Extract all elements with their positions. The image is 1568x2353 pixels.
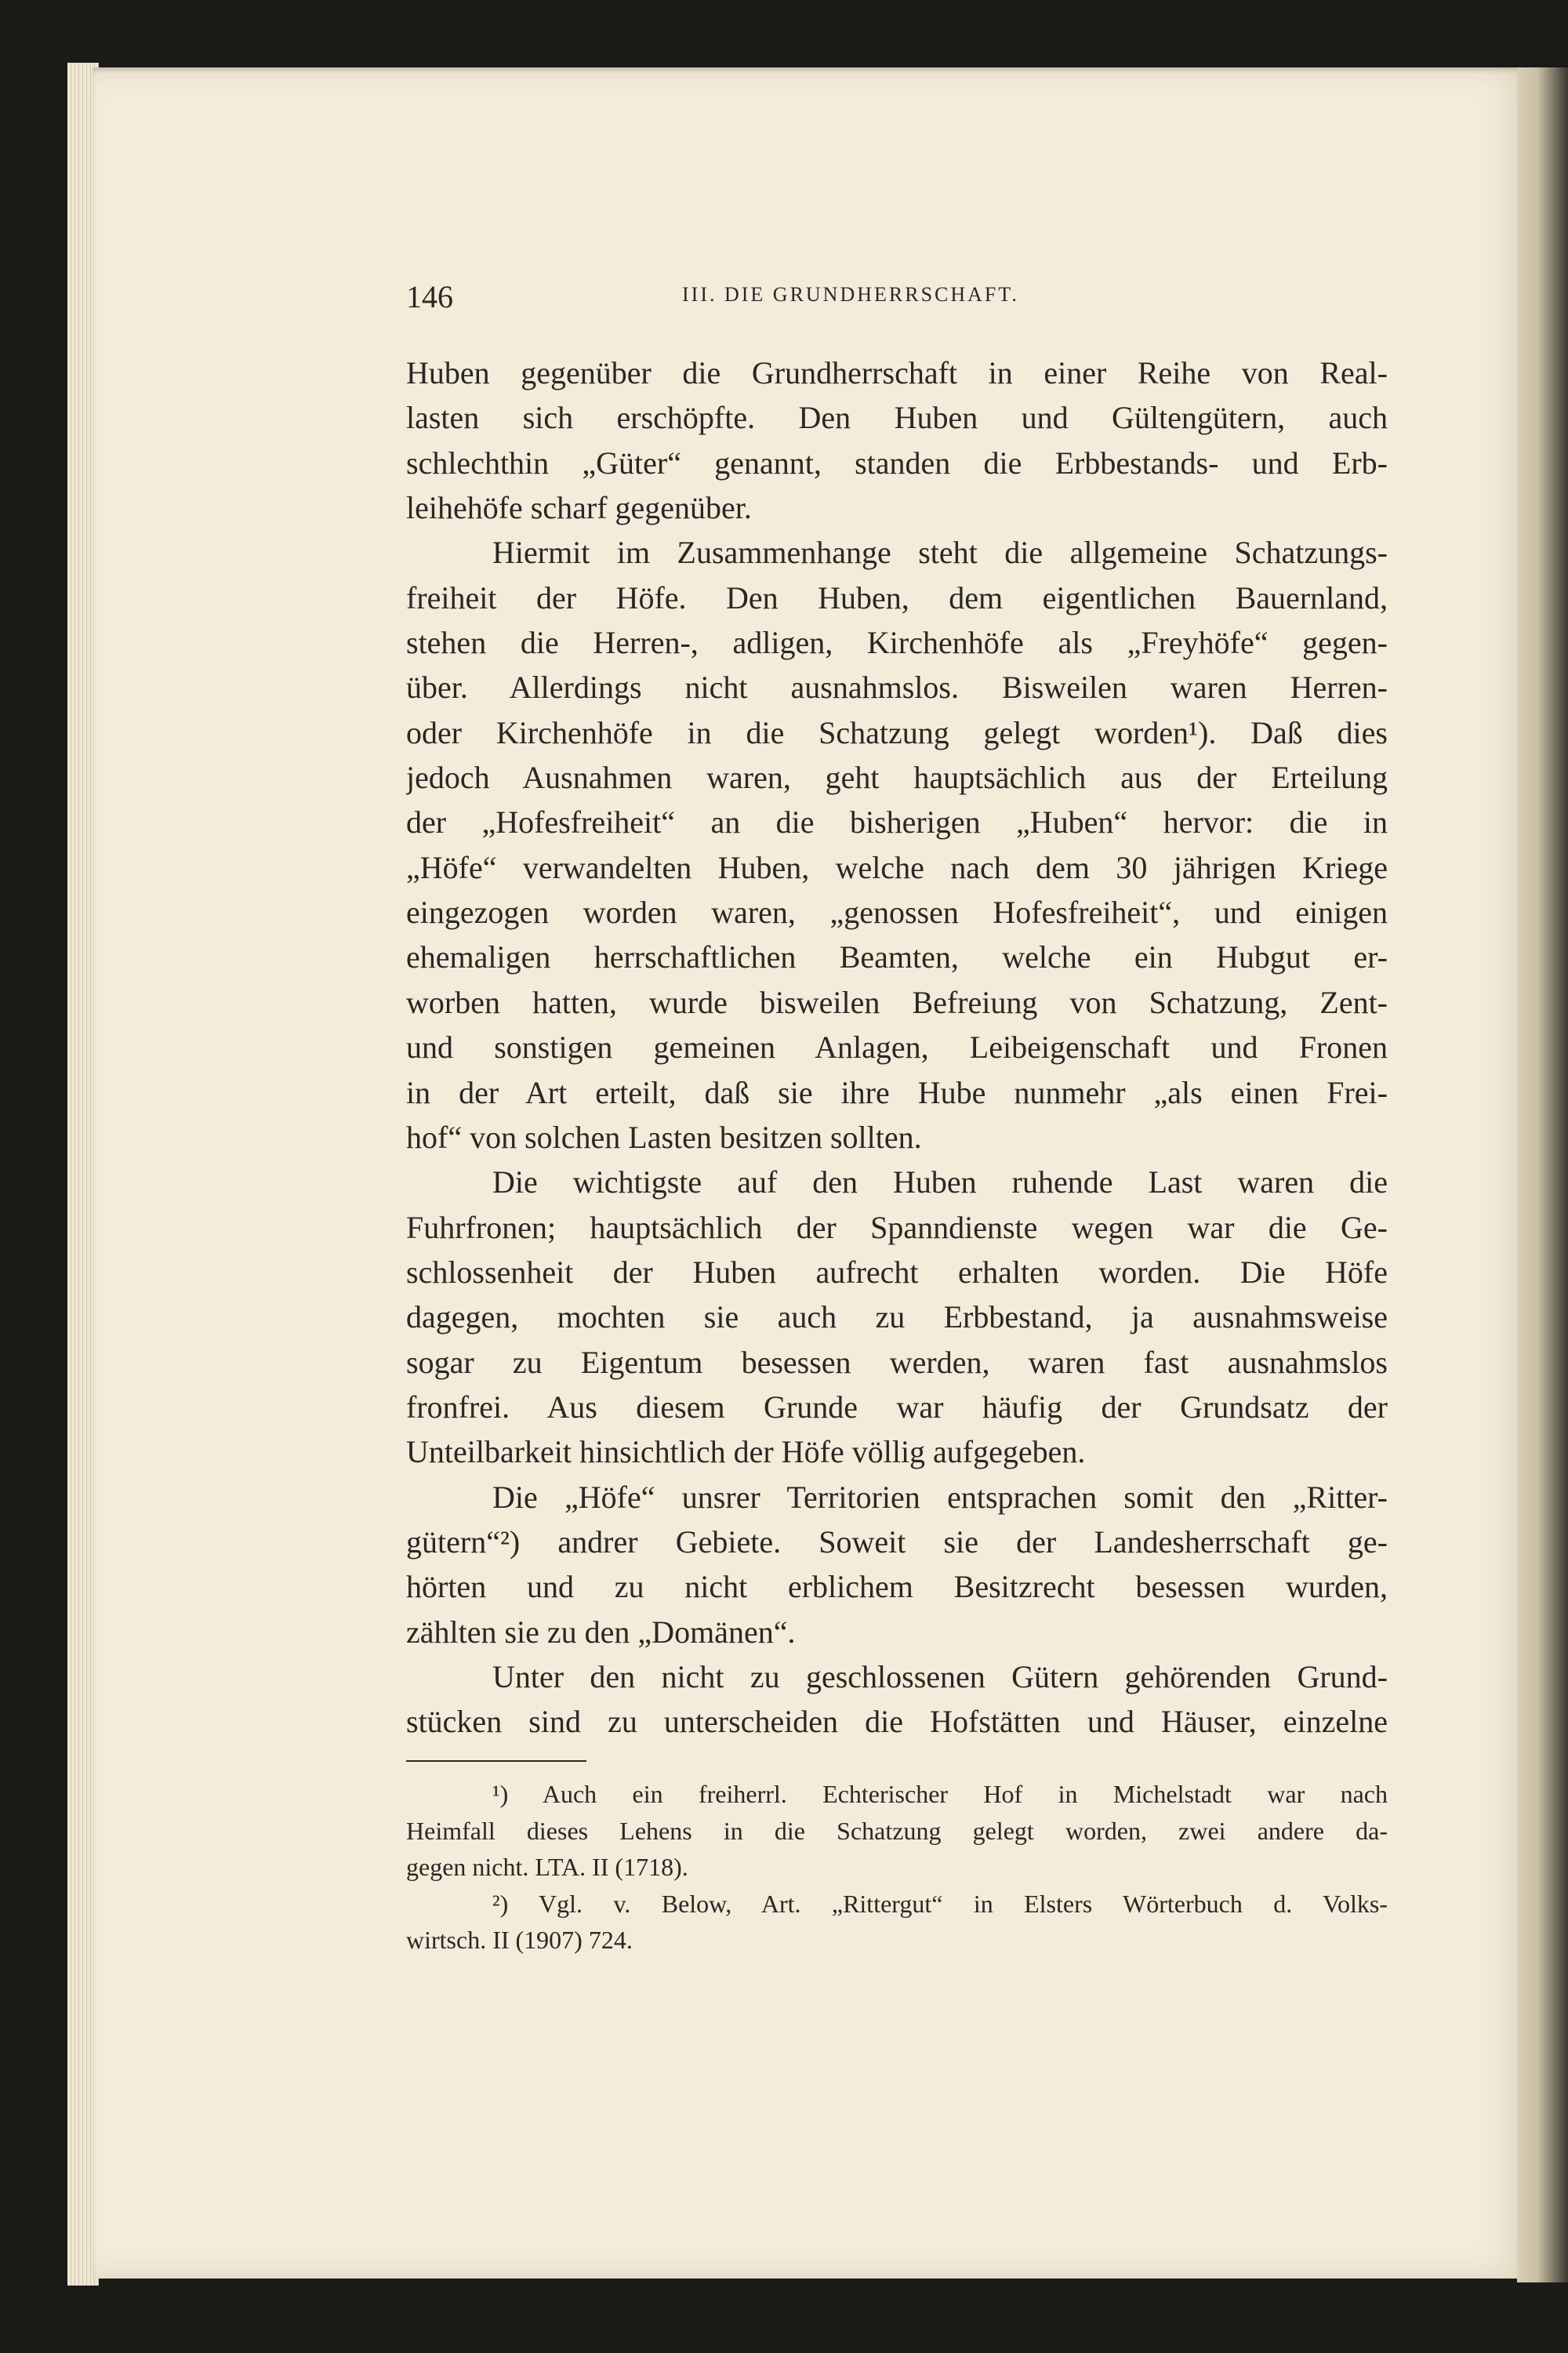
body-line: Unteilbarkeit hinsichtlich der Höfe völlig aufgegeben.	[406, 1434, 1086, 1470]
body-line: über. Allerdings nicht ausnahmslos. Bisweilen waren Herren-	[406, 670, 1388, 706]
body-line: freiheit der Höfe. Den Huben, dem eigentlichen Bauernland,	[406, 579, 1388, 615]
body-line: worben hatten, wurde bisweilen Befreiung von Schatzung, Zent-	[406, 984, 1388, 1020]
body-line: dagegen, mochten sie auch zu Erbbestand, ja ausnahmsweise	[406, 1299, 1388, 1335]
body-line: schlechthin „Güter“ genannt, standen die Erbbestands- und Erb-	[406, 445, 1388, 481]
body-line: stehen die Herren-, adligen, Kirchenhöfe als „Freyhöfe“ gegen-	[406, 625, 1388, 661]
body-line: eingezogen worden waren, „genossen Hofesfreiheit“, und einigen	[406, 895, 1388, 931]
body-line: oder Kirchenhöfe in die Schatzung gelegt worden¹). Daß dies	[406, 714, 1388, 750]
page-number: 146	[406, 279, 453, 314]
body-line: lasten sich erschöpfte. Den Huben und Gültengütern, auch	[406, 400, 1388, 436]
body-line: Fuhrfronen; hauptsächlich der Spanndienste wegen war die Ge-	[406, 1209, 1388, 1245]
body-line: jedoch Ausnahmen waren, geht hauptsächlich aus der Erteilung	[406, 760, 1388, 796]
body-line: gütern“²) andrer Gebiete. Soweit sie der Landesherrschaft ge-	[406, 1523, 1388, 1560]
body-line: sogar zu Eigentum besessen werden, waren fast ausnahmslos	[406, 1344, 1388, 1380]
body-line: zählten sie zu den „Domänen“.	[406, 1614, 796, 1650]
book-gutter-shadow	[1517, 67, 1568, 2282]
body-line: Hiermit im Zusammenhange steht die allgemeine Schatzungs-	[492, 535, 1388, 571]
footnote-line: gegen nicht. LTA. II (1718).	[406, 1853, 688, 1881]
body-line: leihehöfe scharf gegenüber.	[406, 490, 752, 526]
page-header	[406, 278, 1388, 318]
body-line: stücken sind zu unterscheiden die Hofstätten und Häuser, einzelne	[406, 1704, 1388, 1740]
footnote-line: ²) Vgl. v. Below, Art. „Rittergut“ in Elsters Wörterbuch d. Volks-	[492, 1889, 1388, 1918]
body-line: der „Hofesfreiheit“ an die bisherigen „Huben“ hervor: die in	[406, 804, 1388, 841]
body-line: fronfrei. Aus diesem Grunde war häufig der Grundsatz der	[406, 1389, 1388, 1425]
body-line: Die „Höfe“ unsrer Territorien entsprachen somit den „Ritter-	[492, 1479, 1388, 1515]
body-line: schlossenheit der Huben aufrecht erhalten worden. Die Höfe	[406, 1254, 1388, 1290]
body-line: „Höfe“ verwandelten Huben, welche nach dem 30 jährigen Kriege	[406, 849, 1388, 885]
body-line: Die wichtigste auf den Huben ruhende Last waren die	[492, 1164, 1388, 1200]
footnotes	[406, 1776, 1388, 1959]
body-line: ehemaligen herrschaftlichen Beamten, welche ein Hubgut er-	[406, 939, 1388, 975]
body-line: hof“ von solchen Lasten besitzen sollten.	[406, 1119, 922, 1155]
body-text	[406, 350, 1388, 1745]
footnote-divider	[406, 1760, 586, 1762]
body-line: und sonstigen gemeinen Anlagen, Leibeigenschaft und Fronen	[406, 1029, 1388, 1066]
body-line: Huben gegenüber die Grundherrschaft in einer Reihe von Real-	[406, 355, 1388, 390]
body-line: Unter den nicht zu geschlossenen Gütern gehörenden Grund-	[492, 1658, 1388, 1694]
body-line: in der Art erteilt, daß sie ihre Hube nunmehr „als einen Frei-	[406, 1074, 1388, 1110]
body-line: hörten und zu nicht erblichem Besitzrecht besessen wurden,	[406, 1569, 1388, 1605]
running-title: III. DIE GRUNDHERRSCHAFT.	[682, 283, 1019, 306]
footnote-line: Heimfall dieses Lehens in die Schatzung gelegt worden, zwei andere da-	[406, 1816, 1388, 1845]
footnote-line: ¹) Auch ein freiherrl. Echterischer Hof in Michelstadt war nach	[492, 1780, 1388, 1808]
footnote-line: wirtsch. II (1907) 724.	[406, 1926, 633, 1954]
